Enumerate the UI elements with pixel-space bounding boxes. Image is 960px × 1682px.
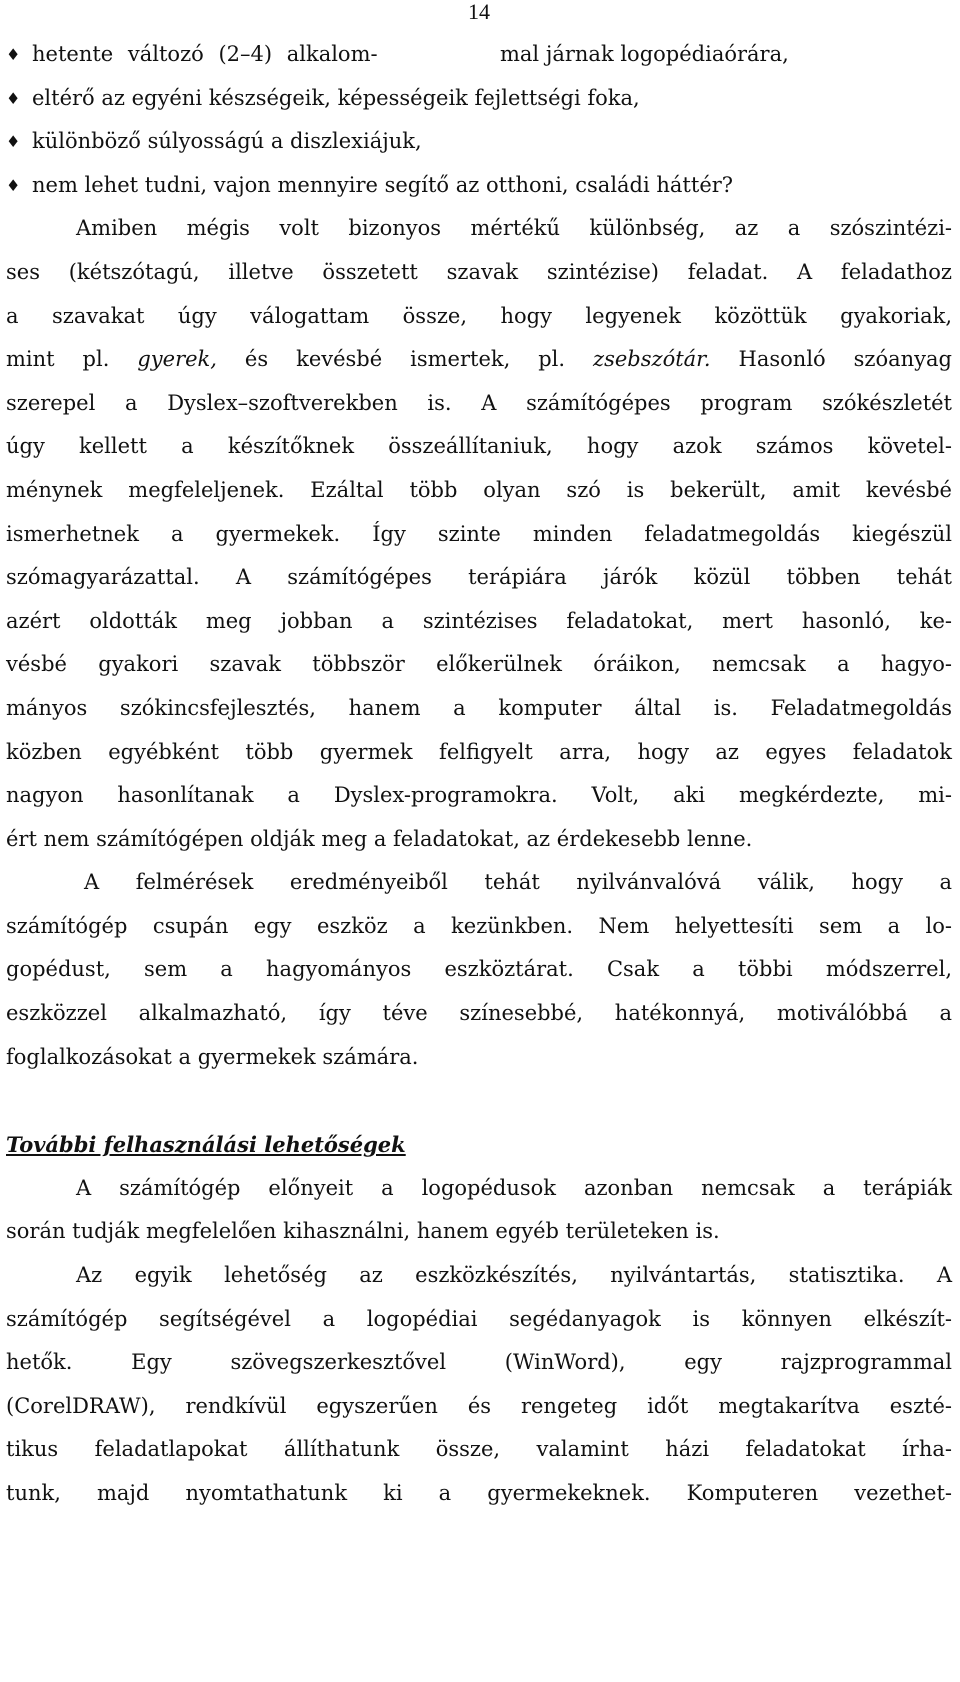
paragraph	[6, 861, 952, 1079]
italic-example-word: zsebszótár.	[593, 347, 711, 372]
paragraph-line: vésbé gyakori szavak többször előkerülnek óráikon, nemcsak a hagyo-	[6, 652, 952, 677]
section-heading-text: További felhasználási lehetőségek	[6, 1132, 406, 1158]
italic-example-word: gyerek,	[137, 347, 217, 372]
paragraph	[6, 207, 952, 861]
bullet-list	[6, 33, 952, 207]
paragraph-line: mányos szókincsfejlesztés, hanem a komputer által is. Feladatmegoldás	[6, 695, 952, 720]
paragraph-line: tunk, majd nyomtathatunk ki a gyermekeknek. Komputeren vezethet-	[6, 1481, 952, 1505]
section-spacer	[6, 1079, 952, 1123]
paragraph-line: ismerhetnek a gyermekek. Így szinte minden feladatmegoldás kiegészül	[6, 521, 952, 546]
text-run: Hasonló szóanyag	[710, 347, 953, 372]
bullet-text: különböző súlyosságú a diszlexiájuk,	[32, 129, 422, 154]
text-run: és kevésbé ismertek, pl.	[216, 347, 594, 372]
page-number: 14	[468, 0, 490, 24]
section-heading	[6, 1123, 952, 1167]
bullet-text: nem lehet tudni, vajon mennyire segítő az otthoni, családi háttér?	[32, 172, 734, 197]
bullet-text-part1: hetente változó (2–4) alkalom-	[32, 42, 378, 66]
paragraph-line: Az egyik lehetőség az eszközkészítés, nyilvántartás, statisztika. A	[76, 1263, 952, 1288]
paragraph-line: számítógép csupán egy eszköz a kezünkben. Nem helyettesíti sem a lo-	[6, 913, 952, 938]
paragraph-line: ménynek megfeleljenek. Ezáltal több olyan szó is bekerült, amit kevésbé	[6, 477, 952, 502]
paragraph-line: tikus feladatlapokat állíthatunk össze, valamint házi feladatokat írha-	[6, 1437, 952, 1462]
paragraph-line: Amiben mégis volt bizonyos mértékű különbség, az a szószintézi-	[76, 216, 952, 241]
paragraph	[6, 1167, 952, 1254]
bullet-item	[6, 77, 952, 121]
paragraph-line: közben egyébként több gyermek felfigyelt arra, hogy az egyes feladatok	[6, 739, 952, 764]
paragraph-line: nagyon hasonlítanak a Dyslex-programokra. Volt, aki megkérdezte, mi-	[6, 783, 952, 808]
text-run: mint pl.	[6, 347, 138, 372]
paragraph-line: (CorelDRAW), rendkívül egyszerűen és rengeteg időt megtakarítva eszté-	[6, 1393, 952, 1418]
bullet-item	[6, 164, 952, 208]
paragraph	[6, 1254, 952, 1516]
paragraph-line	[6, 338, 952, 382]
paragraph-line: a szavakat úgy válogattam össze, hogy legyenek közöttük gyakoriak,	[6, 303, 952, 328]
bullet-item	[6, 33, 952, 77]
paragraph-line: úgy kellett a készítőknek összeállítaniuk, hogy azok számos követel-	[6, 434, 952, 459]
paragraph-line: eszközzel alkalmazható, így téve színesebbé, hatékonnyá, motiválóbbá a	[6, 1001, 952, 1026]
paragraph-line: hetők. Egy szövegszerkesztővel (WinWord), egy rajzprogrammal	[6, 1350, 952, 1375]
paragraph-line: A felmérések eredményeiből tehát nyilvánvalóvá válik, hogy a	[84, 870, 952, 895]
paragraph-line: során tudják megfelelően kihasználni, hanem egyéb területeken is.	[6, 1219, 720, 1244]
bullet-text-part2: mal járnak logopédiaórára,	[500, 42, 789, 66]
paragraph-line: foglalkozásokat a gyermekek számára.	[6, 1044, 419, 1069]
paragraph-line: azért oldották meg jobban a szintézises feladatokat, mert hasonló, ke-	[6, 608, 952, 633]
paragraph-line: A számítógép előnyeit a logopédusok azonban nemcsak a terápiák	[76, 1175, 952, 1200]
paragraph-line: gopédust, sem a hagyományos eszköztárat. Csak a többi módszerrel,	[6, 957, 952, 982]
paragraph-line: szerepel a Dyslex–szoftverekben is. A számítógépes program szókészletét	[6, 390, 952, 415]
bullet-item	[6, 120, 952, 164]
paragraph-line: számítógép segítségével a logopédiai segédanyagok is könnyen elkészít-	[6, 1306, 952, 1331]
paragraph-line: ses (kétszótagú, illetve összetett szavak szintézise) feladat. A feladathoz	[6, 259, 952, 284]
bullet-text: eltérő az egyéni készségeik, képességeik fejlettségi foka,	[32, 85, 640, 110]
paragraph-line: ért nem számítógépen oldják meg a feladatokat, az érdekesebb lenne.	[6, 826, 753, 851]
document-body	[6, 33, 952, 1516]
paragraph-line: szómagyarázattal. A számítógépes terápiára járók közül többen tehát	[6, 565, 952, 590]
